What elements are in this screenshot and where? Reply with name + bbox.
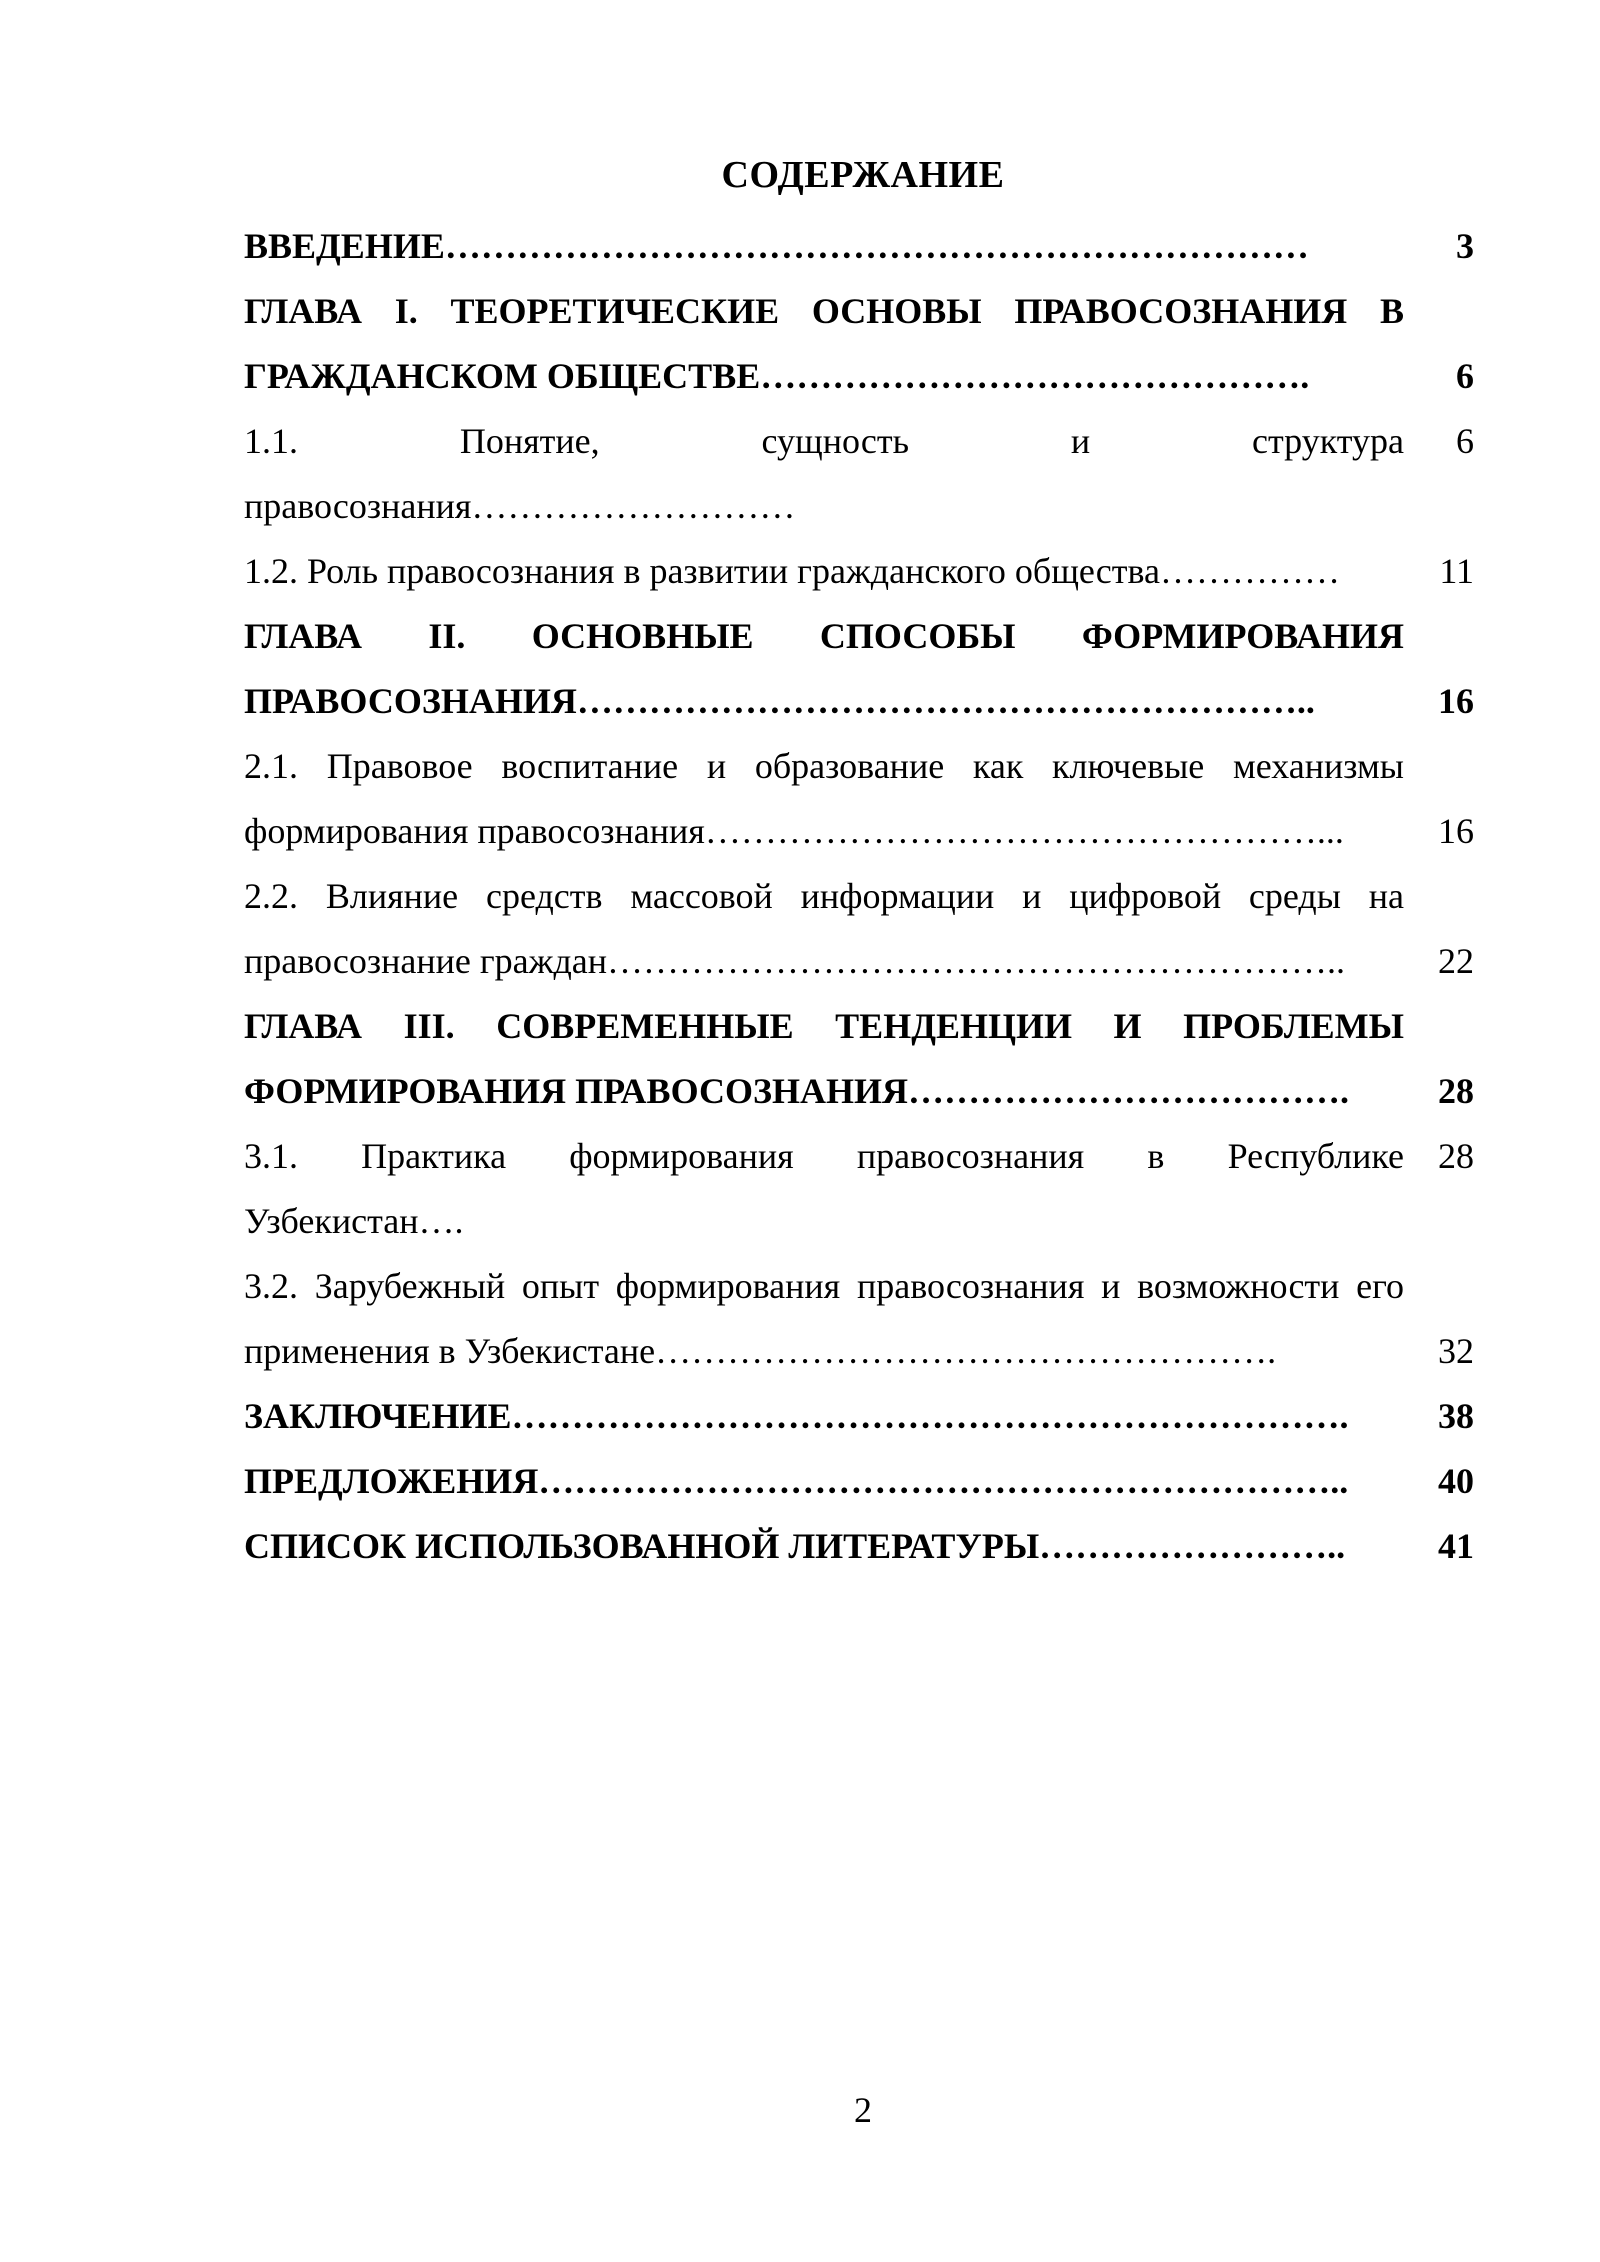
- toc-entry-text: ПРЕДЛОЖЕНИЯ…………………………………………………………..: [244, 1461, 1349, 1501]
- toc-entry-section-1-1: [244, 409, 1474, 539]
- toc-entry-chapter-3: [244, 994, 1474, 1124]
- toc-entry-page: 22: [1438, 941, 1474, 981]
- toc-entry-chapter-1: [244, 279, 1474, 409]
- toc-entry-text: ВВЕДЕНИЕ………………………………………………………………: [244, 226, 1309, 266]
- toc-entry-section-2-2: [244, 864, 1474, 994]
- toc-entry-page: 6: [1456, 356, 1474, 396]
- toc-entry-page: 40: [1438, 1461, 1474, 1501]
- toc-entry-text: 3.2. Зарубежный опыт формирования правосознания и возможности его применения в Узбекистане…………………………………………….: [244, 1266, 1404, 1371]
- toc-entry-text-line1: [244, 1124, 1404, 1189]
- toc-entry-page: 16: [1438, 811, 1474, 851]
- toc-word: правосознания: [856, 1136, 1085, 1176]
- toc-entry-page: 28: [1438, 1071, 1474, 1111]
- toc-entry-page: 38: [1438, 1396, 1474, 1436]
- toc-word: Понятие,: [459, 421, 600, 461]
- toc-entry-text-line2: Узбекистан….: [244, 1201, 464, 1241]
- toc-entry-conclusion: [244, 1384, 1474, 1449]
- toc-entry-text-line2: правосознания………………………: [244, 486, 796, 526]
- toc-entry-page: 28: [1438, 1136, 1474, 1176]
- toc-entry-page: 11: [1439, 551, 1474, 591]
- table-of-contents: [244, 214, 1474, 1579]
- toc-entry-text: 2.1. Правовое воспитание и образование как ключевые механизмы формирования правосознания……………………………………………...: [244, 746, 1404, 851]
- toc-word: структура: [1252, 421, 1404, 461]
- toc-entry-text: ЗАКЛЮЧЕНИЕ…………………………………………………………….: [244, 1396, 1349, 1436]
- toc-entry-page: 16: [1438, 681, 1474, 721]
- toc-entry-text: ГЛАВА III. СОВРЕМЕННЫЕ ТЕНДЕНЦИИ И ПРОБЛЕМЫ ФОРМИРОВАНИЯ ПРАВОСОЗНАНИЯ……………………………….: [244, 1006, 1404, 1111]
- toc-entry-page: 32: [1438, 1331, 1474, 1371]
- toc-word: в: [1147, 1136, 1165, 1176]
- toc-entry-page: 3: [1456, 226, 1474, 266]
- toc-entry-introduction: [244, 214, 1474, 279]
- page-number: 2: [854, 2090, 872, 2130]
- toc-entry-section-2-1: [244, 734, 1474, 864]
- toc-word: сущность: [761, 421, 910, 461]
- toc-entry-section-1-2: [244, 539, 1474, 604]
- toc-word: и: [1070, 421, 1091, 461]
- toc-entry-text: ГЛАВА II. ОСНОВНЫЕ СПОСОБЫ ФОРМИРОВАНИЯ ПРАВОСОЗНАНИЯ……………………………………………………..: [244, 616, 1404, 721]
- toc-entry-chapter-2: [244, 604, 1474, 734]
- page-title: СОДЕРЖАНИЕ: [721, 154, 1005, 196]
- toc-word: Практика: [361, 1136, 507, 1176]
- toc-entry-text: ГЛАВА I. ТЕОРЕТИЧЕСКИЕ ОСНОВЫ ПРАВОСОЗНАНИЯ В ГРАЖДАНСКОМ ОБЩЕСТВЕ……………………………………….: [244, 291, 1404, 396]
- toc-entry-text: 2.2. Влияние средств массовой информации и цифровой среды на правосознание граждан……………………………………………………..: [244, 876, 1404, 981]
- toc-entry-section-3-2: [244, 1254, 1474, 1384]
- toc-entry-text: СПИСОК ИСПОЛЬЗОВАННОЙ ЛИТЕРАТУРЫ……………………..: [244, 1526, 1346, 1566]
- toc-entry-references: [244, 1514, 1474, 1579]
- toc-word: Республике: [1227, 1136, 1404, 1176]
- toc-entry-text-line1: [244, 409, 1404, 474]
- toc-entry-proposals: [244, 1449, 1474, 1514]
- toc-entry-page: 41: [1438, 1526, 1474, 1566]
- toc-entry-text: 1.2. Роль правосознания в развитии гражданского общества……………: [244, 551, 1340, 591]
- toc-word: 3.1.: [244, 1136, 298, 1176]
- toc-word: 1.1.: [244, 421, 298, 461]
- toc-word: формирования: [569, 1136, 794, 1176]
- toc-entry-section-3-1: [244, 1124, 1474, 1254]
- toc-entry-page: 6: [1456, 421, 1474, 461]
